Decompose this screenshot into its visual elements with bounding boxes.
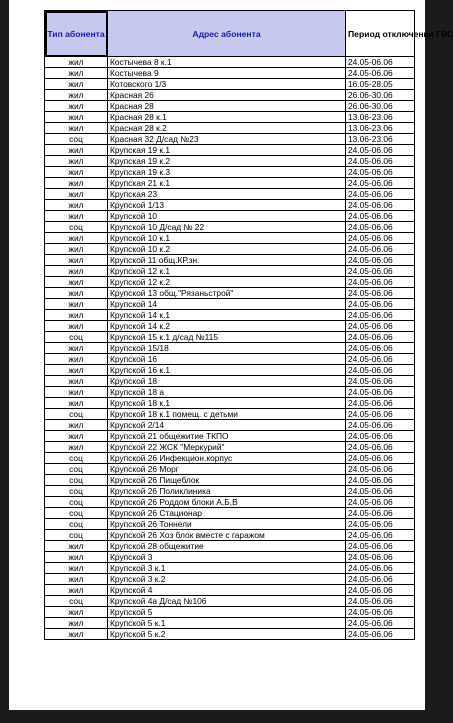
cell-outage-period: 24.05-06.06 [346,233,415,244]
cell-subscriber-type: соц [45,332,108,343]
cell-subscriber-type: жил [45,321,108,332]
cell-address: Крупской 14 [108,299,346,310]
cell-subscriber-type: жил [45,68,108,79]
cell-subscriber-type: жил [45,156,108,167]
table-row [45,101,415,112]
cell-outage-period: 24.05-06.06 [346,431,415,442]
cell-subscriber-type: жил [45,233,108,244]
table-row [45,431,415,442]
table-row [45,79,415,90]
table-row [45,475,415,486]
cell-outage-period: 24.05-06.06 [346,68,415,79]
cell-subscriber-type: жил [45,266,108,277]
cell-address: Крупской 12 к.1 [108,266,346,277]
cell-subscriber-type: жил [45,288,108,299]
cell-outage-period: 24.05-06.06 [346,442,415,453]
cell-outage-period: 24.05-06.06 [346,354,415,365]
cell-outage-period: 24.05-06.06 [346,211,415,222]
cell-address: Крупская 19 к.2 [108,156,346,167]
cell-outage-period: 24.05-06.06 [346,596,415,607]
header-outage-period: Период отключения ГВС [346,11,415,57]
cell-address: Красная 28 [108,101,346,112]
cell-outage-period: 16.05-28.05 [346,79,415,90]
table-row [45,574,415,585]
header-row [45,11,415,57]
document-page [9,0,453,710]
cell-address: Крупская 23 [108,189,346,200]
cell-subscriber-type: соц [45,409,108,420]
table-header [45,11,453,57]
cell-subscriber-type: жил [45,552,108,563]
cell-address: Крупской 14 к.2 [108,321,346,332]
table-row [45,321,415,332]
cell-outage-period: 24.05-06.06 [346,244,415,255]
cell-outage-period: 24.05-06.06 [346,266,415,277]
cell-outage-period: 24.05-06.06 [346,409,415,420]
cell-outage-period: 24.05-06.06 [346,365,415,376]
cell-address: Красная 28 к.2 [108,123,346,134]
cell-outage-period: 13.06-23.06 [346,134,415,145]
table-row [45,563,415,574]
cell-subscriber-type: жил [45,618,108,629]
outage-table [44,10,453,640]
cell-address: Крупская 19 к.3 [108,167,346,178]
cell-address: Крупской 26 Морг [108,464,346,475]
table-row [45,255,415,266]
table-row [45,629,415,640]
cell-subscriber-type: жил [45,607,108,618]
table-row [45,156,415,167]
table-row [45,398,415,409]
cell-subscriber-type: жил [45,310,108,321]
table-row [45,332,415,343]
cell-address: Котовского 1/3 [108,79,346,90]
cell-subscriber-type: жил [45,200,108,211]
table-row [45,277,415,288]
cell-subscriber-type: жил [45,343,108,354]
table-row [45,310,415,321]
cell-outage-period: 24.05-06.06 [346,486,415,497]
table-row [45,233,415,244]
cell-outage-period: 24.05-06.06 [346,277,415,288]
cell-address: Крупской 15 к.1 д/сад №115 [108,332,346,343]
cell-address: Крупской 21 общежитие ТКПО [108,431,346,442]
cell-subscriber-type: жил [45,541,108,552]
cell-address: Крупской 5 [108,607,346,618]
cell-outage-period: 24.05-06.06 [346,310,415,321]
cell-subscriber-type: жил [45,376,108,387]
table-row [45,497,415,508]
table-row [45,123,415,134]
cell-address: Крупской 3 [108,552,346,563]
cell-subscriber-type: жил [45,299,108,310]
cell-outage-period: 24.05-06.06 [346,618,415,629]
cell-address: Крупской 26 Тоннели [108,519,346,530]
cell-outage-period: 13.06-23.06 [346,123,415,134]
table-row [45,519,415,530]
table-row [45,442,415,453]
cell-subscriber-type: жил [45,365,108,376]
cell-subscriber-type: жил [45,112,108,123]
table-row [45,365,415,376]
cell-outage-period: 24.05-06.06 [346,288,415,299]
cell-address: Крупской 26 Инфекцион.корпус [108,453,346,464]
cell-address: Крупская 21 к.1 [108,178,346,189]
cell-address: Крупской 18 [108,376,346,387]
cell-subscriber-type: жил [45,79,108,90]
cell-subscriber-type: жил [45,354,108,365]
cell-address: Крупской 4 [108,585,346,596]
cell-address: Крупской 13 общ."Рязаньстрой" [108,288,346,299]
cell-outage-period: 13.06-23.06 [346,112,415,123]
cell-address: Костычева 8 к.1 [108,57,346,68]
cell-outage-period: 24.05-06.06 [346,255,415,266]
cell-address: Красная 28 к.1 [108,112,346,123]
table-row [45,167,415,178]
cell-outage-period: 24.05-06.06 [346,497,415,508]
cell-subscriber-type: жил [45,101,108,112]
cell-subscriber-type: жил [45,244,108,255]
cell-subscriber-type: соц [45,486,108,497]
cell-subscriber-type: жил [45,431,108,442]
cell-subscriber-type: жил [45,387,108,398]
table-row [45,486,415,497]
cell-outage-period: 24.05-06.06 [346,398,415,409]
cell-subscriber-type: жил [45,123,108,134]
table-row [45,90,415,101]
table-row [45,453,415,464]
cell-address: Красная 32 Д/сад №23 [108,134,346,145]
table-row [45,57,415,68]
table-row [45,200,415,211]
cell-subscriber-type: соц [45,497,108,508]
cell-subscriber-type: жил [45,585,108,596]
cell-outage-period: 24.05-06.06 [346,453,415,464]
header-subscriber-type: Тип абонента [45,11,108,57]
table-row [45,343,415,354]
cell-outage-period: 24.05-06.06 [346,178,415,189]
cell-outage-period: 24.05-06.06 [346,519,415,530]
cell-address: Крупской 28 общежитие [108,541,346,552]
table-row [45,145,415,156]
cell-address: Крупской 18 к.1 [108,398,346,409]
cell-outage-period: 24.05-06.06 [346,387,415,398]
table-row [45,596,415,607]
table-row [45,585,415,596]
table-row [45,222,415,233]
table-row [45,112,415,123]
table-row [45,244,415,255]
cell-subscriber-type: жил [45,398,108,409]
cell-address: Крупской 26 Пищеблок [108,475,346,486]
cell-address: Крупской 10 к.1 [108,233,346,244]
cell-outage-period: 24.05-06.06 [346,541,415,552]
cell-outage-period: 24.05-06.06 [346,574,415,585]
cell-subscriber-type: соц [45,453,108,464]
cell-address: Крупской 26 Поликлиника [108,486,346,497]
table-row [45,409,415,420]
table-row [45,288,415,299]
cell-subscriber-type: соц [45,475,108,486]
table-body [45,57,415,640]
cell-address: Крупской 2/14 [108,420,346,431]
cell-subscriber-type: жил [45,57,108,68]
cell-outage-period: 24.05-06.06 [346,420,415,431]
cell-outage-period: 24.05-06.06 [346,222,415,233]
cell-subscriber-type: жил [45,420,108,431]
cell-subscriber-type: соц [45,519,108,530]
cell-address: Крупской 16 к.1 [108,365,346,376]
cell-address: Крупской 10 [108,211,346,222]
cell-address: Крупской 18 к.1 помещ. с детьми [108,409,346,420]
cell-outage-period: 24.05-06.06 [346,299,415,310]
cell-subscriber-type: жил [45,255,108,266]
cell-address: Крупской 5 к.1 [108,618,346,629]
table-row [45,552,415,563]
table-row [45,354,415,365]
cell-outage-period: 24.05-06.06 [346,376,415,387]
cell-address: Крупская 19 к.1 [108,145,346,156]
table-row [45,211,415,222]
cell-address: Крупской 15/18 [108,343,346,354]
cell-outage-period: 24.05-06.06 [346,321,415,332]
cell-subscriber-type: жил [45,629,108,640]
cell-subscriber-type: соц [45,596,108,607]
cell-outage-period: 24.05-06.06 [346,57,415,68]
cell-address: Костычева 9 [108,68,346,79]
cell-address: Крупской 10 к.2 [108,244,346,255]
cell-outage-period: 24.05-06.06 [346,552,415,563]
cell-outage-period: 24.05-06.06 [346,167,415,178]
cell-subscriber-type: соц [45,464,108,475]
table-row [45,541,415,552]
cell-address: Крупской 4а Д/сад №106 [108,596,346,607]
table-row [45,607,415,618]
cell-address: Крупской 18 а [108,387,346,398]
cell-outage-period: 24.05-06.06 [346,343,415,354]
cell-subscriber-type: жил [45,167,108,178]
table-row [45,464,415,475]
cell-address: Крупской 1/13 [108,200,346,211]
cell-subscriber-type: соц [45,222,108,233]
cell-subscriber-type: соц [45,134,108,145]
cell-subscriber-type: жил [45,90,108,101]
cell-subscriber-type: соц [45,530,108,541]
table-row [45,618,415,629]
cell-address: Крупской 22 ЖСК "Меркурий" [108,442,346,453]
table-row [45,189,415,200]
cell-outage-period: 24.05-06.06 [346,585,415,596]
cell-address: Крупской 26 Роддом блоки А,Б,В [108,497,346,508]
cell-address: Крупской 3 к.1 [108,563,346,574]
cell-outage-period: 24.05-06.06 [346,607,415,618]
cell-outage-period: 24.05-06.06 [346,475,415,486]
header-subscriber-address: Адрес абонента [108,11,346,57]
table-row [45,134,415,145]
cell-outage-period: 26.06-30.06 [346,90,415,101]
cell-outage-period: 24.05-06.06 [346,200,415,211]
cell-outage-period: 24.05-06.06 [346,464,415,475]
cell-address: Крупской 26 Стационар [108,508,346,519]
cell-address: Крупской 11 общ.КР.зн. [108,255,346,266]
cell-outage-period: 24.05-06.06 [346,145,415,156]
cell-outage-period: 24.05-06.06 [346,508,415,519]
cell-outage-period: 24.05-06.06 [346,629,415,640]
cell-subscriber-type: жил [45,574,108,585]
cell-address: Крупской 16 [108,354,346,365]
cell-address: Крупской 12 к.2 [108,277,346,288]
cell-address: Крупской 3 к.2 [108,574,346,585]
cell-subscriber-type: жил [45,178,108,189]
table-row [45,420,415,431]
cell-subscriber-type: жил [45,211,108,222]
table-row [45,68,415,79]
cell-address: Крупской 14 к.1 [108,310,346,321]
cell-subscriber-type: жил [45,442,108,453]
cell-outage-period: 24.05-06.06 [346,332,415,343]
cell-address: Крупской 26 Хоз блок вместе с гаражом [108,530,346,541]
cell-subscriber-type: жил [45,145,108,156]
cell-outage-period: 24.05-06.06 [346,156,415,167]
table-row [45,530,415,541]
table-row [45,376,415,387]
table-row [45,266,415,277]
cell-outage-period: 24.05-06.06 [346,530,415,541]
cell-outage-period: 26.06-30.06 [346,101,415,112]
cell-subscriber-type: жил [45,277,108,288]
table-row [45,387,415,398]
cell-outage-period: 24.05-06.06 [346,189,415,200]
cell-address: Крупской 5 к.2 [108,629,346,640]
cell-address: Крупской 10 Д/сад № 22 [108,222,346,233]
cell-subscriber-type: жил [45,189,108,200]
table-row [45,178,415,189]
table-row [45,299,415,310]
cell-subscriber-type: соц [45,508,108,519]
table-row [45,508,415,519]
cell-subscriber-type: жил [45,563,108,574]
cell-outage-period: 24.05-06.06 [346,563,415,574]
cell-address: Красная 26 [108,90,346,101]
